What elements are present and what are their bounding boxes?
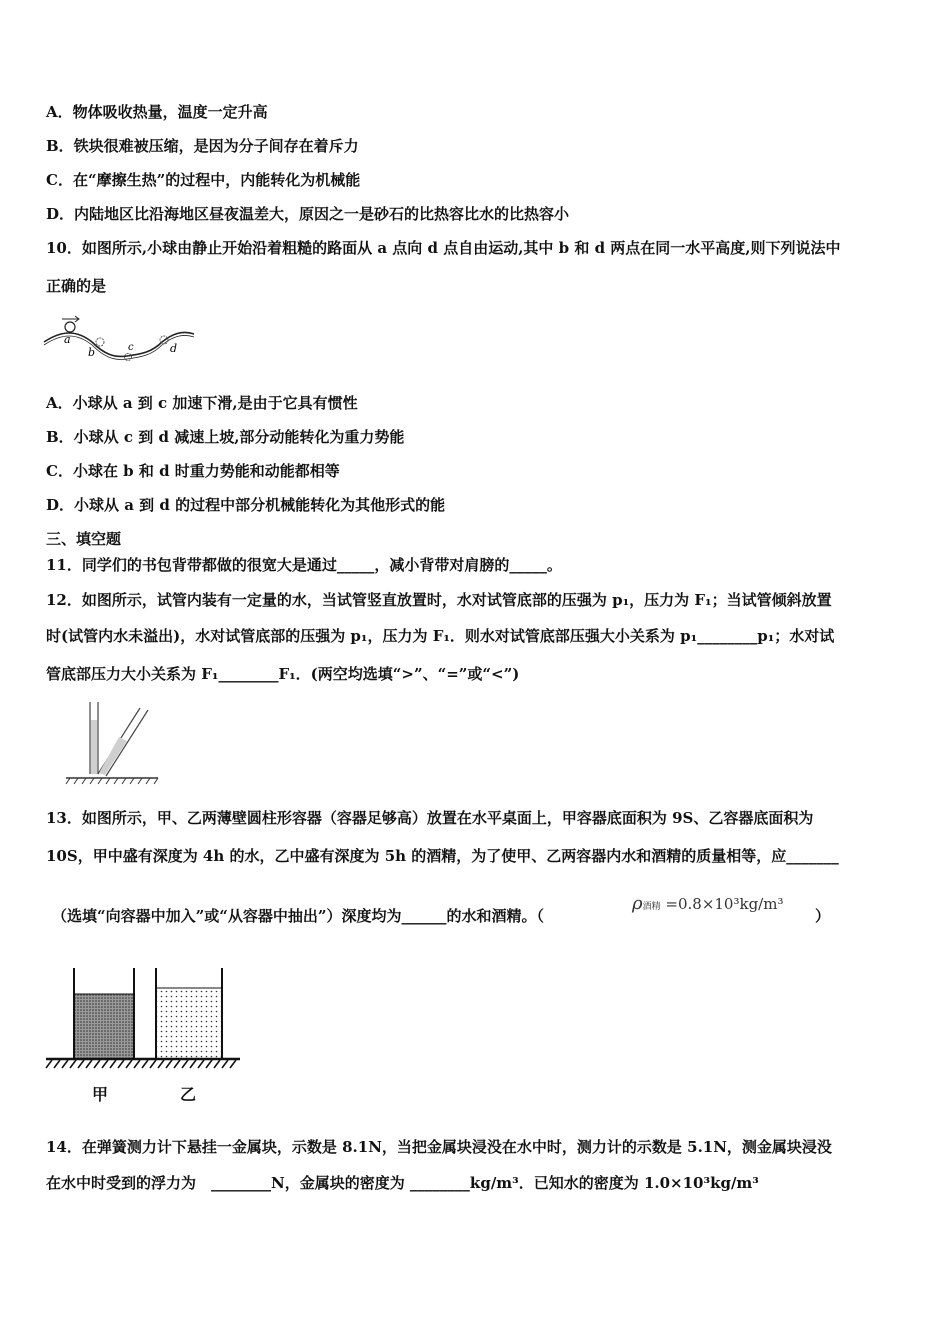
q12-stem-line1: 12．如图所示，试管内装有一定量的水，当试管竖直放置时，水对试管底部的压强为 p₁，压力为 F₁；当试管倾斜放置 bbox=[46, 591, 832, 609]
q13-containers-figure bbox=[44, 964, 244, 1074]
q9-option-c: C．在“摩擦生热”的过程中，内能转化为机械能 bbox=[46, 171, 361, 189]
alcohol-density-formula bbox=[632, 893, 783, 914]
q12-stem-line2: 时(试管内水未溢出)，水对试管底部的压强为 p₁，压力为 F₁．则水对试管底部压强大小关系为 p₁________p₁；水对试 bbox=[46, 627, 835, 645]
q14-stem-line2: 在水中时受到的浮力为 ________N，金属块的密度为 ________kg/m³．已知水的密度为 1.0×10³kg/m³ bbox=[46, 1174, 759, 1192]
q14-stem-line1: 14．在弹簧测力计下悬挂一金属块，示数是 8.1N，当把金属块浸没在水中时，测力计的示数是 5.1N，测金属块浸没 bbox=[46, 1138, 832, 1156]
q10-option-d: D．小球从 a 到 d 的过程中部分机械能转化为其他形式的能 bbox=[46, 496, 446, 514]
container-label-yi: 乙 bbox=[180, 1085, 197, 1104]
fig-label-a: a bbox=[64, 333, 71, 346]
q10-stem-line2: 正确的是 bbox=[46, 277, 107, 295]
q13-stem-line3-end: ） bbox=[815, 907, 831, 925]
q9-option-d: D．内陆地区比沿海地区昼夜温差大，原因之一是砂石的比热容比水的比热容小 bbox=[46, 205, 570, 223]
q9-option-b: B．铁块很难被压缩，是因为分子间存在着斥力 bbox=[46, 137, 359, 155]
fig-label-b: b bbox=[88, 346, 96, 359]
container-label-jia: 甲 bbox=[92, 1085, 109, 1104]
q13-stem-line1: 13．如图所示，甲、乙两薄壁圆柱形容器（容器足够高）放置在水平桌面上，甲容器底面积为 9S、乙容器底面积为 bbox=[46, 809, 814, 827]
formula-rho: ρ bbox=[632, 893, 643, 914]
q12-test-tube-figure bbox=[62, 698, 172, 788]
fig-label-c: c bbox=[128, 342, 134, 353]
q13-stem-line3: （选填“向容器中加入”或“从容器中抽出”）深度均为______的水和酒精。（ bbox=[52, 907, 545, 925]
q10-option-c: C．小球在 b 和 d 时重力势能和动能都相等 bbox=[46, 462, 340, 480]
fig-label-d: d bbox=[170, 342, 178, 355]
q13-stem-line2: 10S，甲中盛有深度为 4h 的水，乙中盛有深度为 5h 的酒精，为了使甲、乙两容器内水和酒精的质量相等，应_______ bbox=[46, 847, 839, 865]
q9-option-a: A．物体吸收热量，温度一定升高 bbox=[46, 103, 268, 121]
q10-option-a: A．小球从 a 到 c 加速下滑,是由于它具有惯性 bbox=[46, 394, 358, 412]
q11-stem: 11．同学们的书包背带都做的很宽大是通过_____，减小背带对肩膀的_____。 bbox=[46, 556, 562, 574]
q10-option-b: B．小球从 c 到 d 减速上坡,部分动能转化为重力势能 bbox=[46, 428, 405, 446]
q12-stem-line3: 管底部压力大小关系为 F₁________F₁．(两空均选填“>”、“=”或“<”) bbox=[46, 665, 520, 683]
q10-track-figure bbox=[42, 312, 202, 372]
section-fill-in-blank-heading: 三、填空题 bbox=[46, 530, 122, 548]
ball-a bbox=[65, 322, 75, 332]
formula-value: =0.8×10³kg/m³ bbox=[665, 895, 784, 913]
q10-stem-line1: 10．如图所示,小球由静止开始沿着粗糙的路面从 a 点向 d 点自由运动,其中 b 和 d 两点在同一水平高度,则下列说法中 bbox=[46, 239, 841, 257]
formula-subscript: 酒精 bbox=[642, 902, 661, 912]
